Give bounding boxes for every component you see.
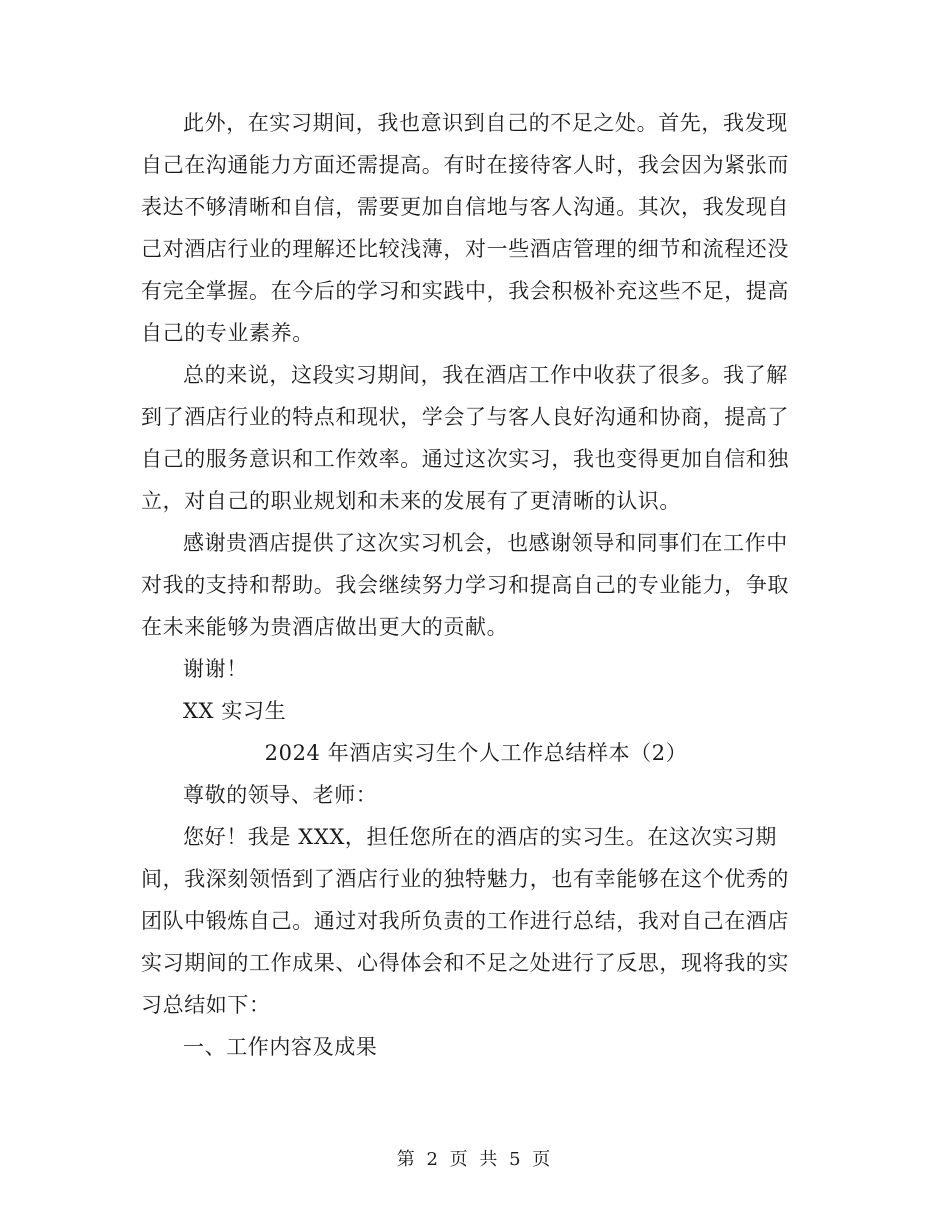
- text-line: 己对酒店行业的理解还比较浅薄，对一些酒店管理的细节和流程还没: [141, 237, 789, 261]
- text-line: 自己的服务意识和工作效率。通过这次实习，我也变得更加自信和独: [141, 447, 789, 471]
- text-line: 对我的支持和帮助。我会继续努力学习和提高自己的专业能力，争取: [141, 573, 789, 597]
- text-line: 团队中锻炼自己。通过对我所负责的工作进行总结，我对自己在酒店: [141, 909, 789, 933]
- text-line: 此外，在实习期间，我也意识到自己的不足之处。首先，我发现: [183, 111, 788, 135]
- paragraph-summary: [141, 354, 811, 522]
- thanks-line: [141, 648, 811, 690]
- text-line: 立，对自己的职业规划和未来的发展有了更清晰的认识。: [141, 489, 681, 513]
- section-title: 2024 年酒店实习生个人工作总结样本（2）: [264, 741, 688, 765]
- document-body: [141, 102, 811, 1068]
- text-line: 表达不够清晰和自信，需要更加自信地与客人沟通。其次，我发现自: [141, 195, 789, 219]
- text-line: 实习期间的工作成果、心得体会和不足之处进行了反思，现将我的实: [141, 951, 789, 975]
- text-line: 习总结如下：: [141, 993, 271, 1017]
- paragraph-shortcomings: [141, 102, 811, 354]
- text-line: 总的来说，这段实习期间，我在酒店工作中收获了很多。我了解: [183, 363, 788, 387]
- text-line: 感谢贵酒店提供了这次实习机会，也感谢领导和同事们在工作中: [183, 531, 788, 555]
- text-line: 自己的专业素养。: [141, 321, 314, 345]
- paragraph-gratitude: [141, 522, 811, 648]
- text-line: 有完全掌握。在今后的学习和实践中，我会积极补充这些不足，提高: [141, 279, 789, 303]
- page-number-label: 第 2 页 共 5 页: [396, 1149, 554, 1170]
- text-line: 在未来能够为贵酒店做出更大的贡献。: [141, 615, 509, 639]
- page-footer: [0, 1148, 950, 1172]
- salutation-text: 尊敬的领导、老师：: [183, 783, 378, 807]
- signature-text: XX 实习生: [183, 699, 287, 723]
- text-line: 间，我深刻领悟到了酒店行业的独特魅力，也有幸能够在这个优秀的: [141, 867, 789, 891]
- signature-line: [141, 690, 811, 732]
- thanks-text: 谢谢！: [183, 657, 248, 681]
- text-line: 自己在沟通能力方面还需提高。有时在接待客人时，我会因为紧张而: [141, 153, 789, 177]
- salutation-line: [141, 774, 811, 816]
- paragraph-intro: [141, 816, 811, 1026]
- subheading-text: 一、工作内容及成果: [183, 1035, 378, 1059]
- text-line: 到了酒店行业的特点和现状，学会了与客人良好沟通和协商，提高了: [141, 405, 789, 429]
- text-line: 您好！我是 XXX，担任您所在的酒店的实习生。在这次实习期: [183, 825, 777, 849]
- subheading-line: [141, 1026, 811, 1068]
